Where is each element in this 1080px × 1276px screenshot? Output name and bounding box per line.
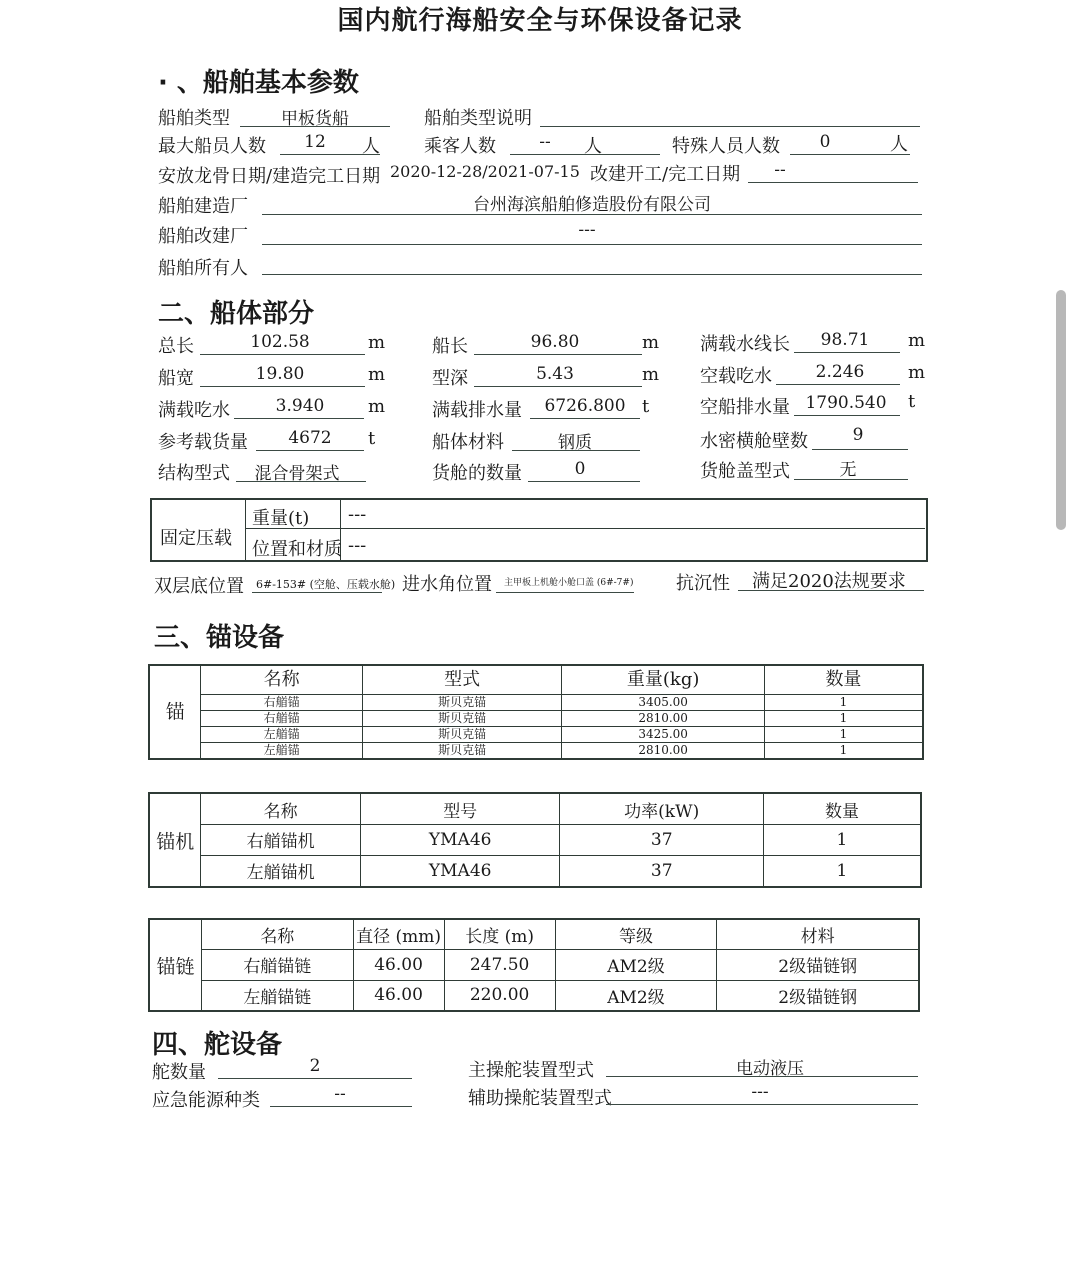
anchor-weight: 3405.00 <box>562 694 765 710</box>
owner-label: 船舶所有人 <box>158 258 248 279</box>
material-label: 船体材料 <box>432 432 504 453</box>
windlass-col-power: 功率(kW) <box>560 793 763 825</box>
lwl-unit: m <box>908 330 926 351</box>
breadth-label: 船宽 <box>158 368 194 389</box>
section-3-heading: 三、锚设备 <box>154 623 285 653</box>
structure-value: 混合骨架式 <box>254 464 340 484</box>
chain-length: 247.50 <box>444 950 555 980</box>
anchor-name: 右艏锚 <box>201 694 363 710</box>
anchor-header-row <box>149 665 923 694</box>
rebuilder-value: --- <box>578 220 596 240</box>
bulkhead-label: 水密横舱壁数 <box>700 431 808 452</box>
table-row <box>149 980 919 1011</box>
chain-side-label: 锚链 <box>149 919 202 1011</box>
table-row <box>149 726 923 742</box>
anchor-type: 斯贝克锚 <box>362 726 561 742</box>
anchor-col-type: 型式 <box>362 665 561 694</box>
ballast-position-label: 位置和材质 <box>252 539 342 560</box>
cargo-label: 参考载货量 <box>158 432 248 453</box>
table-row <box>149 710 923 726</box>
anchor-weight: 2810.00 <box>562 742 765 759</box>
rebuild-date-value: -- <box>774 160 786 180</box>
structure-label: 结构型式 <box>158 463 230 484</box>
flood-angle-value: 主甲板上机舱小舱口盖 (6#-7#) <box>504 578 634 588</box>
special-label: 特殊人员人数 <box>672 136 780 157</box>
section-2-heading: 二、船体部分 <box>158 299 315 329</box>
chain-diameter: 46.00 <box>353 980 444 1011</box>
full-draft-unit: m <box>368 396 386 417</box>
windlass-header-row <box>149 793 921 825</box>
aux-gear-label: 辅助操舵装置型式 <box>468 1088 612 1109</box>
double-bottom-label: 双层底位置 <box>154 576 244 597</box>
rebuild-date-label: 改建开工/完工日期 <box>590 164 741 185</box>
lbp-value: 96.80 <box>530 332 580 352</box>
energy-label: 应急能源种类 <box>152 1090 260 1111</box>
section-4-heading: 四、舵设备 <box>152 1030 283 1060</box>
holds-value: 0 <box>574 459 586 479</box>
lwl-value: 98.71 <box>820 330 870 350</box>
passengers-unit: 人 <box>584 136 602 157</box>
anchor-name: 右艏锚 <box>201 710 363 726</box>
cargo-unit: t <box>368 428 376 449</box>
builder-label: 船舶建造厂 <box>158 196 248 217</box>
ship-type-value: 甲板货船 <box>281 109 349 129</box>
windlass-side-label: 锚机 <box>149 793 201 887</box>
chain-col-grade: 等级 <box>555 919 717 950</box>
anchor-col-weight: 重量(kg) <box>562 665 765 694</box>
chain-col-name: 名称 <box>202 919 354 950</box>
light-draft-unit: m <box>908 362 926 383</box>
table-row <box>149 855 921 887</box>
lbp-label: 船长 <box>432 336 468 357</box>
chain-grade: AM2级 <box>555 950 717 980</box>
anchor-type: 斯贝克锚 <box>362 710 561 726</box>
sink-label: 抗沉性 <box>676 573 730 594</box>
chain-length: 220.00 <box>444 980 555 1011</box>
passengers-label: 乘客人数 <box>424 136 496 157</box>
ballast-weight-label: 重量(t) <box>252 508 310 529</box>
bulkhead-value: 9 <box>852 425 864 445</box>
loa-label: 总长 <box>158 336 194 357</box>
anchor-type: 斯贝克锚 <box>362 694 561 710</box>
double-bottom-value: 6#-153# (空舱、压载水舱) <box>256 578 396 591</box>
aux-gear-value: --- <box>751 1082 769 1102</box>
holds-label: 货舱的数量 <box>432 463 522 484</box>
ballast-position-value: --- <box>348 535 367 556</box>
table-row <box>149 742 923 759</box>
anchor-qty: 1 <box>764 726 923 742</box>
rebuilder-label: 船舶改建厂 <box>158 226 248 247</box>
windlass-name: 右艏锚机 <box>201 825 361 856</box>
depth-label: 型深 <box>432 368 468 389</box>
anchor-table <box>148 664 924 760</box>
light-disp-unit: t <box>908 391 916 412</box>
chain-name: 右艏锚链 <box>202 950 354 980</box>
anchor-weight: 3425.00 <box>562 726 765 742</box>
hatch-label: 货舱盖型式 <box>700 461 790 482</box>
rudders-value: 2 <box>309 1056 321 1076</box>
ballast-weight-value: --- <box>348 504 367 525</box>
windlass-power: 37 <box>560 855 763 887</box>
full-disp-unit: t <box>642 396 650 417</box>
max-crew-unit: 人 <box>362 136 380 157</box>
light-disp-value: 1790.540 <box>805 393 887 413</box>
rudders-label: 舵数量 <box>152 1062 206 1083</box>
full-disp-value: 6726.800 <box>544 396 626 416</box>
passengers-value: -- <box>539 132 551 152</box>
light-draft-value: 2.246 <box>815 362 865 382</box>
anchor-qty: 1 <box>764 742 923 759</box>
ship-type-desc-label: 船舶类型说明 <box>424 108 532 129</box>
lwl-label: 满载水线长 <box>700 334 790 355</box>
cargo-value: 4672 <box>288 428 332 448</box>
anchor-side-label: 锚 <box>149 665 201 759</box>
material-value: 钢质 <box>558 433 592 453</box>
full-disp-label: 满载排水量 <box>432 400 522 421</box>
windlass-model: YMA46 <box>360 825 560 856</box>
breadth-value: 19.80 <box>255 364 305 384</box>
full-draft-label: 满载吃水 <box>158 400 230 421</box>
windlass-qty: 1 <box>763 825 921 856</box>
lbp-unit: m <box>642 332 660 353</box>
chain-name: 左艏锚链 <box>202 980 354 1011</box>
chain-material: 2级锚链钢 <box>717 950 919 980</box>
main-gear-value: 电动液压 <box>736 1059 804 1079</box>
builder-value: 台州海滨船舶修造股份有限公司 <box>473 195 711 215</box>
windlass-name: 左艏锚机 <box>201 855 361 887</box>
fixed-ballast-label: 固定压载 <box>160 528 232 549</box>
chain-col-material: 材料 <box>717 919 919 950</box>
chain-col-length: 长度 (m) <box>444 919 555 950</box>
vertical-scrollbar[interactable] <box>1056 290 1066 530</box>
anchor-name: 左艏锚 <box>201 742 363 759</box>
special-unit: 人 <box>890 134 908 155</box>
chain-grade: AM2级 <box>555 980 717 1011</box>
windlass-table <box>148 792 922 888</box>
windlass-col-name: 名称 <box>201 793 361 825</box>
chain-col-diameter: 直径 (mm) <box>353 919 444 950</box>
energy-value: -- <box>334 1084 346 1104</box>
windlass-col-model: 型号 <box>360 793 560 825</box>
max-crew-label: 最大船员人数 <box>158 136 266 157</box>
windlass-col-qty: 数量 <box>763 793 921 825</box>
flood-angle-label: 进水角位置 <box>402 574 492 595</box>
depth-unit: m <box>642 364 660 385</box>
anchor-weight: 2810.00 <box>562 710 765 726</box>
table-row <box>149 825 921 856</box>
chain-material: 2级锚链钢 <box>717 980 919 1011</box>
hatch-value: 无 <box>839 460 857 480</box>
depth-value: 5.43 <box>536 364 574 384</box>
loa-value: 102.58 <box>250 332 310 352</box>
anchor-type: 斯贝克锚 <box>362 742 561 759</box>
document-title: 国内航行海船安全与环保设备记录 <box>337 6 743 36</box>
section-1-heading: · 、船舶基本参数 <box>158 68 359 98</box>
full-draft-value: 3.940 <box>275 396 325 416</box>
chain-header-row <box>149 919 919 950</box>
breadth-unit: m <box>368 364 386 385</box>
light-disp-label: 空船排水量 <box>700 397 790 418</box>
anchor-name: 左艏锚 <box>201 726 363 742</box>
ship-type-label: 船舶类型 <box>158 108 230 129</box>
loa-unit: m <box>368 332 386 353</box>
windlass-model: YMA46 <box>360 855 560 887</box>
anchor-qty: 1 <box>764 710 923 726</box>
keel-date-value: 2020-12-28/2021-07-15 <box>390 162 580 181</box>
anchor-qty: 1 <box>764 694 923 710</box>
chain-table <box>148 918 920 1012</box>
keel-date-label: 安放龙骨日期/建造完工日期 <box>158 166 381 187</box>
table-row <box>149 950 919 980</box>
max-crew-value: 12 <box>304 132 326 152</box>
light-draft-label: 空载吃水 <box>700 366 772 387</box>
main-gear-label: 主操舵装置型式 <box>468 1060 594 1081</box>
special-value: 0 <box>819 132 831 152</box>
table-row <box>149 694 923 710</box>
windlass-qty: 1 <box>763 855 921 887</box>
anchor-col-name: 名称 <box>201 665 363 694</box>
windlass-power: 37 <box>560 825 763 856</box>
sink-value: 满足2020法规要求 <box>752 571 906 592</box>
chain-diameter: 46.00 <box>353 950 444 980</box>
anchor-col-qty: 数量 <box>764 665 923 694</box>
